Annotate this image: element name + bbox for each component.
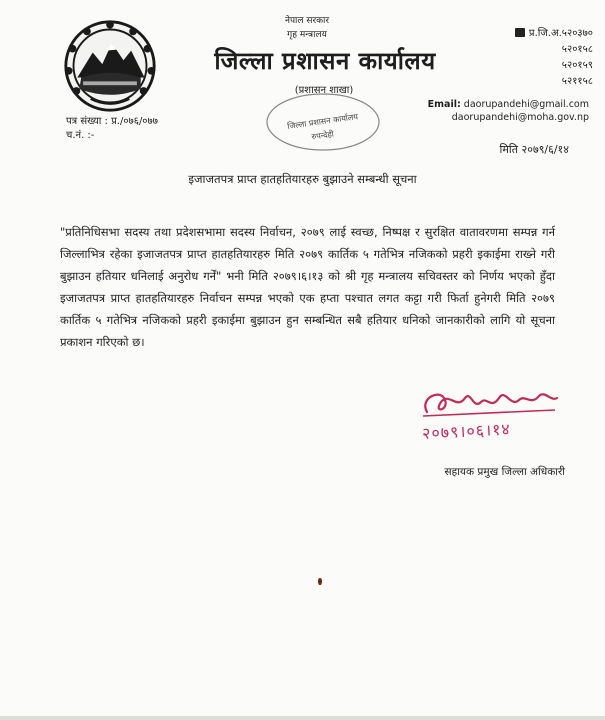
stamp-text-district: रुपन्देही xyxy=(310,129,335,142)
letterhead-government xyxy=(252,14,362,42)
signature-date: २०७९।०६।१४ xyxy=(421,419,512,444)
notice-date: मिति २०७९/६/१४ xyxy=(499,143,569,156)
reference-block xyxy=(66,115,158,143)
phone-numbers xyxy=(443,26,593,90)
notice-subject: इजाजतपत्र प्राप्त हातहतियारहरु बुझाउने सम्बन्धी सूचना xyxy=(188,172,417,186)
office-seal-stamp xyxy=(263,88,383,152)
government-name: नेपाल सरकार xyxy=(284,16,330,26)
dispatch-number: च.नं. :- xyxy=(66,130,95,141)
ministry-name: गृह मन्त्रालय xyxy=(287,30,327,40)
signatory-designation: सहायक प्रमुख जिल्ला अधिकारी xyxy=(444,466,565,478)
email-address[interactable]: daorupandehi@gmail.com xyxy=(463,99,589,110)
phone-line: ५२०१५८ xyxy=(561,44,593,55)
nepal-emblem-icon xyxy=(62,18,158,114)
phone-line: ५२०१५९ xyxy=(561,60,593,71)
email-contacts xyxy=(399,98,589,124)
email-label: Email: xyxy=(427,99,461,110)
office-branch: (प्रशासन शाखा) xyxy=(294,85,354,96)
page-edge xyxy=(0,716,605,720)
stamp-text-office: जिल्ला प्रशासन कार्यालय xyxy=(286,112,359,131)
paper-mark xyxy=(318,578,322,585)
notice-body: "प्रतिनिधिसभा सदस्य तथा प्रदेशसभामा सदस्य निर्वाचन, २०७९ लाई स्वच्छ, निष्पक्ष र सुरक्षित वातावरणमा सम्पन्न गर्न जिल्लाभित्र रहेका इजाजतपत्र प्राप्त हातहतियारहरु मिति २०७९ कार्तिक ५ गतेभित्र नजिकको प्रहरी इकाईमा राख्ने गरी बुझाउन हतियार धनिलाई अनुरोध गर्नें" भनी मिति २०७९।६।१३ को श्री गृह मन्त्रालय सचिवस्तर को निर्णय भएको हुँदा इजाजतपत्र प्राप्त हातहतियारहरु निर्वाचन सम्पन्न भएको एक हप्ता पश्चात लगत कट्टा गरी फिर्ता हुनेगरी मिति २०७९ कार्तिक ५ गतेभित्र नजिकको प्रहरी इकाईमा बुझाउन हुन सम्बन्धित सबै हतियार धनिको जानकारीको लागि यो सूचना प्रकाशन गरिएको छ। xyxy=(60,225,555,349)
phone-line: प्र.जि.अ.५२०३७० xyxy=(528,28,593,39)
telephone-icon xyxy=(515,28,525,37)
office-title: जिल्ला प्रशासन कार्यालय xyxy=(214,47,436,75)
email-address[interactable]: daorupandehi@moha.gov.np xyxy=(451,112,589,123)
letter-number: पत्र संख्या : प्र./०७६/०७७ xyxy=(66,116,158,127)
phone-line: ५२११५८ xyxy=(561,76,593,87)
